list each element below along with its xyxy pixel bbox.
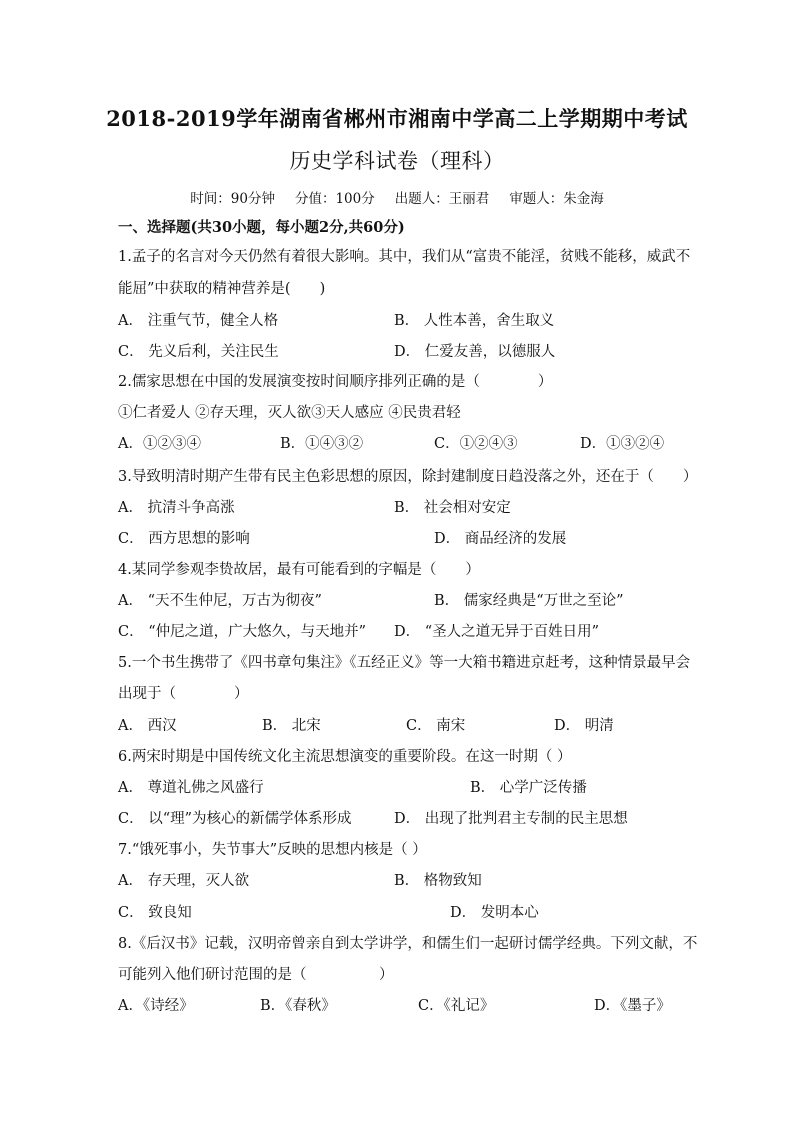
question-6-option-b: B． 心学广泛传播 (470, 780, 587, 796)
question-3-stem-line1: 3.导致明清时期产生带有民主色彩思想的原因，除封建制度日趋没落之外，还在于（ ） (118, 469, 698, 485)
question-7-stem-line1: 7.“饿死事小，失节事大”反映的思想内核是（ ） (118, 842, 427, 858)
section-heading: 一、选择题(共30小题，每小题2分,共60分) (118, 219, 405, 236)
question-3-option-a: A． 抗清斗争高涨 (118, 500, 235, 516)
question-1-stem-line1: 1.孟子的名言对今天仍然有着很大影响。其中，我们从“富贵不能淫，贫贱不能移，威武不 (118, 249, 691, 265)
exam-score: 分值：100分 (294, 191, 375, 207)
question-5-stem-line1: 5.一个书生携带了《四书章句集注》《五经正义》等一大箱书籍进京赶考，这种情景最早会 (118, 655, 691, 671)
question-7-option-d: D． 发明本心 (450, 905, 539, 921)
exam-meta (0, 187, 794, 207)
question-1-option-c: C． 先义后利，关注民生 (118, 344, 279, 360)
question-2-option-a: A．①②③④ (118, 436, 201, 452)
exam-title-line1: 2018-2019学年湖南省郴州市湘南中学高二上学期期中考试 (106, 106, 688, 131)
question-4-option-b: B． 儒家经典是“万世之至论” (434, 593, 624, 609)
question-2-stem-line2: ①仁者爱人 ②存天理，灭人欲③天人感应 ④民贵君轻 (118, 405, 461, 421)
question-5-option-c: C． 南宋 (406, 718, 466, 734)
question-3-option-c: C． 西方思想的影响 (118, 531, 250, 547)
question-6-option-c: C． 以“理”为核心的新儒学体系形成 (118, 811, 352, 827)
question-1-option-b: B． 人性本善，舍生取义 (394, 313, 555, 329)
question-6-option-d: D． 出现了批判君主专制的民主思想 (394, 811, 628, 827)
question-4-option-d: D． “圣人之道无异于百姓日用” (394, 624, 600, 640)
question-4-stem-line1: 4.某同学参观李贽故居，最有可能看到的字幅是（ ） (118, 562, 480, 578)
question-8-option-a: A．《诗经》 (118, 998, 194, 1014)
question-3-option-d: D． 商品经济的发展 (434, 531, 567, 547)
question-1-option-a: A． 注重气节，健全人格 (118, 313, 279, 329)
question-6-option-a: A． 尊道礼佛之风盛行 (118, 780, 264, 796)
question-6-stem-line1: 6.两宋时期是中国传统文化主流思想演变的重要阶段。在这一时期（ ） (118, 749, 572, 765)
exam-reviewer: 审题人：朱金海 (509, 191, 604, 207)
question-2-option-b: B．①④③② (280, 436, 364, 452)
question-5-option-b: B． 北宋 (262, 718, 321, 734)
exam-author: 出题人：王丽君 (394, 191, 490, 207)
question-3-option-b: B． 社会相对安定 (394, 500, 511, 516)
question-5-option-a: A． 西汉 (118, 718, 177, 734)
question-2-stem-line1: 2.儒家思想在中国的发展演变按时间顺序排列正确的是（ ） (118, 374, 553, 390)
question-7-option-c: C． 致良知 (118, 905, 192, 921)
question-4-option-c: C． “仲尼之道，广大悠久，与天地并” (118, 624, 367, 640)
question-5-option-d: D． 明清 (554, 718, 614, 734)
question-8-option-d: D．《墨子》 (594, 998, 671, 1014)
question-1-stem-line2: 能屈”中获取的精神营养是( ) (118, 281, 326, 297)
exam-time: 时间：90分钟 (190, 191, 275, 207)
question-5-stem-line2: 出现于（ ） (118, 686, 249, 702)
question-8-option-c: C．《礼记》 (418, 998, 495, 1014)
question-8-stem-line2: 可能列入他们研讨范围的是（ ） (118, 967, 394, 983)
question-1-option-d: D． 仁爱友善，以德服人 (394, 344, 556, 360)
question-7-option-a: A． 存天理，灭人欲 (118, 873, 250, 889)
question-8-stem-line1: 8.《后汉书》记载，汉明帝曾亲自到太学讲学，和儒生们一起研讨儒学经典。下列文献，不 (118, 936, 698, 952)
question-4-option-a: A． “天不生仲尼，万古为彻夜” (118, 593, 322, 609)
question-8-option-b: B．《春秋》 (260, 998, 336, 1014)
question-2-option-c: C．①②④③ (434, 436, 518, 452)
question-2-option-d: D．①③②④ (580, 436, 665, 452)
exam-title-line2: 历史学科试卷（理科） (289, 149, 505, 173)
question-7-option-b: B． 格物致知 (394, 873, 482, 889)
